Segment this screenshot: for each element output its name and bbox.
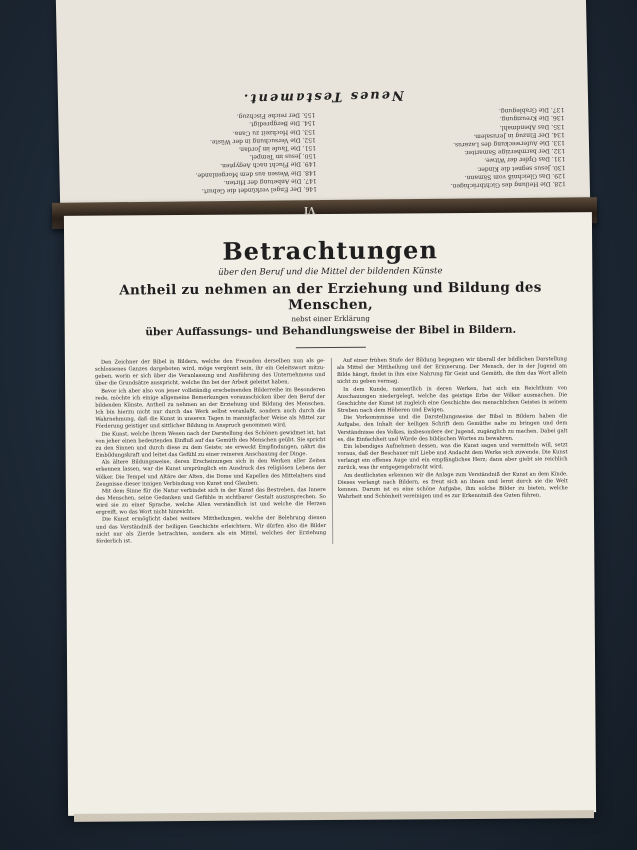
list-entry: 129. Das Gleichniß vom Sämann. bbox=[464, 171, 566, 181]
body-paragraph: Bevor ich aber also von jener vollständig erscheinenden Bilderreihe im Besonderen rede, möchte ich einige allgemeine Bemerkungen vorausschicken über den Beruf der bildenden Künste, Antheil zu nehmen an der Erziehung und Bildung des Menschen. Ich bin hierzu nicht nur durch das Werk selbst veranlaßt, sondern auch durch die Wahrnehmung, daß die Kunst in unseren Tagen in mannigfacher Weise als Mittel zur Förderung geistiger und sittlicher Bildung in Anspruch genommen wird. bbox=[95, 386, 326, 431]
list-entry: 153. Die Hochzeit zu Cana. bbox=[232, 127, 316, 137]
article-subhead: Antheil zu nehmen an der Erziehung und Bildung des Menschen, bbox=[119, 279, 542, 314]
body-paragraph: Ein lebendiges Aufnehmen dessen, was die Kunst sagen und vermitteln will, setzt voraus, daß der Beschauer mit Liebe und Andacht dem Werke sich zuwende. Die Kunst verlangt ein offenes Auge und ein empfängliches Herz; dann aber giebt sie reichlich zurück, was ihr entgegengebracht wird. bbox=[337, 442, 568, 472]
list-entry: 128. Die Heilung des Gichtbrüchigen. bbox=[450, 179, 566, 190]
list-entry: 148. Die Weisen aus dem Morgenlande. bbox=[195, 168, 317, 179]
article-headline: Betrachtungen bbox=[222, 235, 438, 266]
list-entry: 147. Die Anbetung der Hirten. bbox=[223, 176, 317, 186]
list-entry: 155. Der reiche Fischzug. bbox=[236, 111, 316, 120]
body-paragraph: Die Kunst, welche ihrem Wesen nach der Darstellung des Schönen gewidmet ist, hat von jeher einen bedeutenden Einfluß auf das Gemüth des Menschen geübt. Sie spricht zu den Sinnen und durch diese zu dem Geiste; sie erweckt Empfindungen, nährt die Einbildungskraft und leitet das Gefühl zu einer reineren Anschauung der Dinge. bbox=[95, 429, 326, 459]
article-subhead-2: über Auffassungs- und Behandlungsweise der Bibel in Bildern. bbox=[145, 323, 517, 339]
list-entry: 146. Der Engel verkündet die Geburt. bbox=[201, 185, 317, 195]
article-column-left bbox=[95, 358, 326, 546]
body-paragraph: Als ältere Bildungsweise, deren Erscheinungen sich in den Werken aller Zeiten erkennen lassen, war die Kunst ursprünglich ein Ausdruck des religiösen Lebens der Völker. Die Tempel und Altäre der Alten, die Dome und Kapellen des Mittelalters sind Zeugnisse dieser innigen Verbindung von Kunst und Glauben. bbox=[95, 458, 326, 488]
list-entry: 152. Die Versuchung in der Wüste. bbox=[209, 135, 316, 146]
article-columns bbox=[95, 356, 568, 545]
body-paragraph: Die Vorkommnisse und die Darstellungsweise der Bibel in Bildern haben die Aufgabe, den Inhalt der heiligen Schrift dem Gemüthe nahe zu bringen und dem Verständnisse des Volkes, insbesondere der Jugend, zugänglich zu machen. Dabei galt es, die Einfachheit und Würde des biblischen Wortes zu bewahren. bbox=[337, 413, 568, 443]
list-entry: 136. Die Kreuzigung. bbox=[499, 114, 565, 123]
article-subline-small: nebst einer Erklärung bbox=[291, 314, 370, 324]
article-subline: über den Beruf und die Mittel der bildenden Künste bbox=[218, 266, 443, 278]
previous-page-list bbox=[82, 105, 566, 197]
body-paragraph: Mit dem Sinne für die Natur verbindet sich in der Kunst das Bestreben, das Innere des Menschen, seine Gedanken und Gefühle in sichtbarer Gestalt auszusprechen. So wird sie zu einer Sprache, welche Allen verständlich ist und welche die Herzen ergreift, wo das Wort nicht hinreicht. bbox=[95, 486, 326, 516]
list-entry: 154. Die Bergpredigt. bbox=[249, 119, 316, 128]
list-entry: 134. Der Einzug in Jerusalem. bbox=[473, 130, 565, 140]
list-entry: 135. Das Abendmahl. bbox=[499, 122, 565, 131]
list-entry: 137. Die Grablegung. bbox=[498, 106, 565, 115]
list-entry: 149. Die Flucht nach Aegypten. bbox=[220, 160, 317, 170]
body-paragraph: In dem Kunde, namentlich in deren Werken, hat sich ein Reichthum von Anschauungen niedergelegt, welche das geistige Erbe der Völker ausmachen. Die Geschichte der Kunst ist zugleich eine Geschichte des menschlichen Geistes in seinem Streben nach dem Höheren und Ewigen. bbox=[337, 384, 568, 415]
list-entry: 150. Jesus im Tempel. bbox=[249, 152, 317, 161]
previous-page-section-title: Neues Testament. bbox=[241, 87, 405, 106]
body-paragraph: Die Kunst ermöglicht dabei weitere Mittheilungen, welche der Belehrung dienen und das Verständniß der heiligen Geschichte erleichtern. Wir dürfen also die Bilder nicht nur als Zierde betrachten, sondern als ein Mittel, welches der Erziehung förderlich ist. bbox=[96, 515, 327, 545]
list-entry: 151. Die Taufe im Jordan. bbox=[238, 144, 317, 153]
main-page bbox=[64, 212, 596, 816]
previous-page-list-right bbox=[82, 110, 317, 197]
previous-page-upside-down bbox=[56, 0, 590, 216]
body-paragraph: Auf einer frühen Stufe der Bildung begegnen wir überall der bildlichen Darstellung als Mittel der Mittheilung und der Erinnerung. Der Mensch, der in der Jugend am Bilde hängt, findet in ihm eine Nahrung für Geist und Gemüth, die ihm das Wort allein nicht zu geben vermag. bbox=[336, 356, 568, 386]
body-paragraph: Am deutlichsten erkennen wir die Anlage zum Verständniß der Kunst an dem Kinde. Dieses verlangt nach Bildern, es freut sich an ihnen und lernt durch sie die Welt kennen. Darum ist es eine schöne Aufgabe, ihm solche Bilder zu bieten, welche Wahrheit und Schönheit vereinigen und es zur Erkenntniß des Guten führen. bbox=[337, 470, 568, 500]
list-entry: 133. Die Auferweckung des Lazarus. bbox=[453, 138, 566, 149]
list-entry: 131. Das Opfer der Witwe. bbox=[484, 155, 566, 165]
body-paragraph: Den Zeichner der Bibel in Bildern, welche den Freunden derselben nun als geschlossenes Ganzes dargeboten wird, möge vergönnt sein, ihr ein Geleitswort mitzugeben, worin er sich über die Veranlassung und Ausführung des Unternehmens und über die Grundsätze ausspricht, welche ihn bei der Arbeit geleitet haben. bbox=[94, 358, 326, 388]
article-column-right bbox=[337, 356, 568, 544]
previous-page-number: VI bbox=[304, 204, 316, 214]
previous-page-list-left bbox=[331, 105, 566, 192]
column-divider bbox=[331, 358, 333, 544]
previous-page-content bbox=[56, 0, 590, 216]
title-rule bbox=[296, 347, 366, 348]
list-entry: 132. Der barmherzige Samariter. bbox=[464, 147, 566, 157]
list-entry: 130. Jesus segnet die Kinder. bbox=[477, 163, 566, 173]
